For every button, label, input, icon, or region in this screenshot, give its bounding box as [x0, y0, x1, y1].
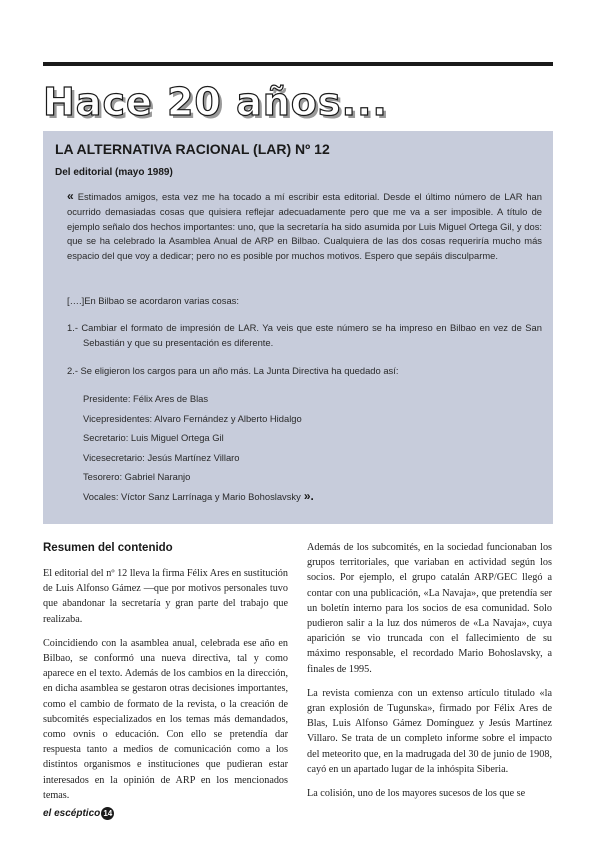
junta-line-tesorero: Tesorero: Gabriel Naranjo: [83, 471, 191, 482]
left-paragraph-1: El editorial del nº 12 lleva la firma Félix Ares en sustitución de Luis Alfonso Gámez —que por motivos personales tuvo que abandonar la secretaría y gran parte del trabajo que realizaba.: [43, 568, 288, 625]
junta-vocales-text: Vocales: Víctor Sanz Larrínaga y Mario Bohoslavsky: [83, 490, 301, 502]
right-paragraph-1: Además de los subcomités, en la sociedad funcionaban los grupos territoriales, que variaban en actividad según los socios. Por ejemplo, el grupo catalán ARP/GEC llegó a contar con una publicación, «La Navaja», que pretendía ser un boletín interno para los socios de esa comunidad. Solo pudieron salir a la luz dos números de «La Navaja», cuya aparición se vio truncada con el fallecimiento de su máximo responsable, el recordado Mario Bohoslavsky, a finales de 1995.: [307, 542, 552, 675]
section-title: Hace 20 años...: [43, 80, 388, 124]
intro-text: Estimados amigos, esta vez me ha tocado a mí escribir esta editorial. Desde el último número de LAR han ocurrido demasiadas cosas que quisiera reflejar adecuadamente pero que me va a ser imposible. A título de ejemplo señalo dos hechos importantes: uno, que la secretaría ha sido asumida por Luis Miguel Ortega Gil, y dos: que se ha celebrado la Asamblea Anual de ARP en Bilbao. Cualquiera de las dos cosas requeriría mucho más espacio del que voy a dedicar; pero no es posible por muchos motivos. Espero que sepáis disculparme.: [67, 191, 542, 262]
right-column: [307, 540, 552, 810]
junta-line-vicepresidentes: Vicepresidentes: Alvaro Fernández y Alberto Hidalgo: [83, 412, 302, 424]
left-column: [43, 540, 288, 812]
right-paragraph-3: La colisión, uno de los mayores sucesos de los que se: [307, 788, 526, 800]
page-footer: [43, 807, 114, 820]
list-item-2: 2.- Se eligieron los cargos para un año más. La Junta Directiva ha quedado así:: [67, 365, 399, 376]
ellipsis-paragraph: [….]En Bilbao se acordaron varias cosas:: [67, 295, 239, 306]
top-rule: [43, 62, 553, 66]
junta-directiva-list: [83, 389, 314, 506]
junta-line-presidente: Presidente: Félix Ares de Blas: [83, 393, 209, 404]
summary-heading: Resumen del contenido: [43, 542, 173, 554]
box-title: LA ALTERNATIVA RACIONAL (LAR) Nº 12: [55, 141, 330, 157]
magazine-name: el escéptico: [43, 808, 101, 819]
box-subtitle: Del editorial (mayo 1989): [55, 167, 173, 178]
left-paragraph-2: Coincidiendo con la asamblea anual, celebrada ese año en Bilbao, se conformó una nueva directiva, tal y como aparece en el texto. Además de los cambios en la dirección, en dicha asamblea se gestaron otras decisiones importantes, como el cambio de formato de la revista, o la creación de subcomités especializados en los temas más demandados, como ovnis o educación. Con ello se pretendía dar respuesta tanto a medios de comunicación como a los distintos organismos e instituciones que pudieran estar interesados en la opinión de ARP en los mencionados temas.: [43, 637, 288, 801]
intro-paragraph: [67, 189, 542, 264]
close-quote: ».: [303, 488, 314, 503]
page-number-badge: 14: [101, 807, 114, 820]
junta-line-vicesecretario: Vicesecretario: Jesús Martínez Villaro: [83, 451, 240, 463]
excerpt-box: [43, 131, 553, 524]
list-item-1: 1.- Cambiar el formato de impresión de LAR. Ya veis que este número se ha impreso en Bilbao en vez de San Sebastián y que su presentación es diferente.: [67, 322, 542, 348]
right-paragraph-2: La revista comienza con un extenso artículo titulado «la gran explosión de Tugunska», firmado por Félix Ares de Blas, Luis Alfonso Gámez Domínguez y Jesús Martínez Villaro. Se trata de un completo informe sobre el impacto del meteorito que, en la madrugada del 30 de junio de 1908, cayó en un apartado lugar de la inhóspita Siberia.: [307, 687, 552, 775]
open-quote: «: [67, 189, 74, 203]
junta-line-vocales: [83, 487, 314, 507]
junta-line-secretario: Secretario: Luis Miguel Ortega Gil: [83, 432, 224, 443]
